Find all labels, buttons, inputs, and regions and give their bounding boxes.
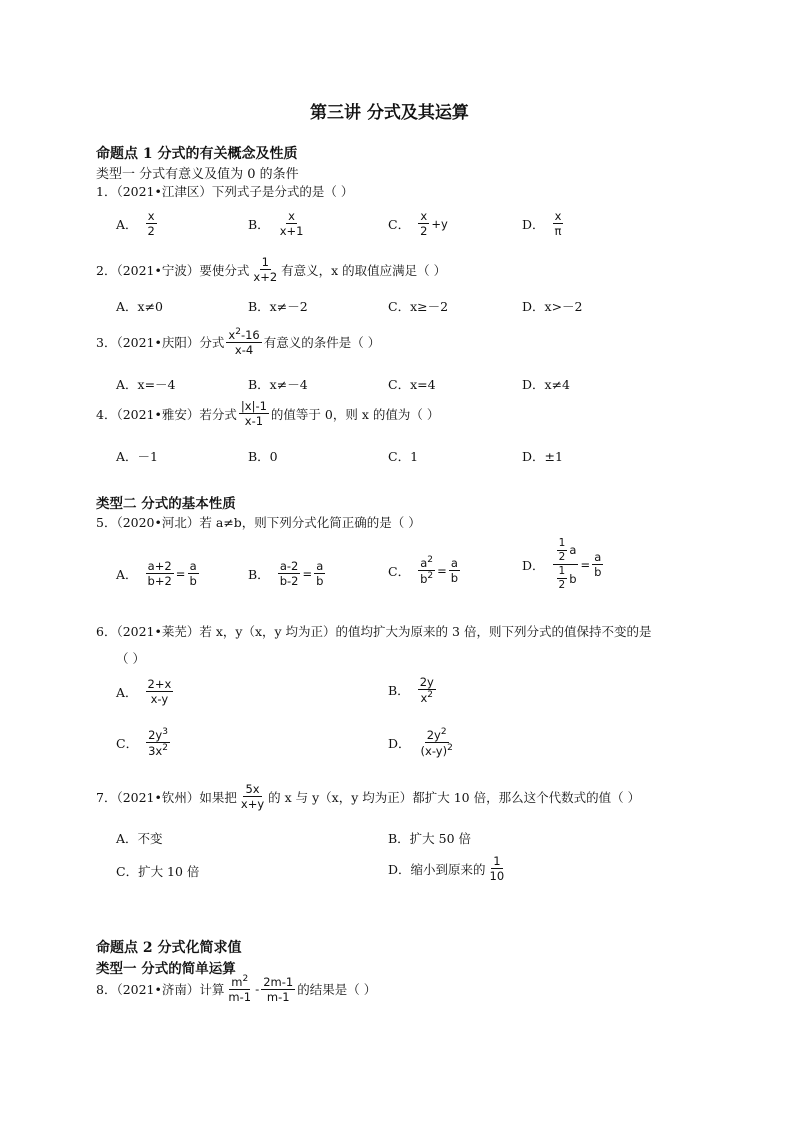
q5-option-b[interactable] xyxy=(248,560,327,587)
math-text: = xyxy=(437,563,447,578)
math-text: 有意义，x 的取值应满足（ ） xyxy=(281,262,447,278)
math-text: x xyxy=(420,691,428,706)
math-text: 5x xyxy=(245,782,260,796)
q4-option-a[interactable]: A．－1 xyxy=(116,449,158,464)
question-3-stem xyxy=(96,328,380,356)
math-text: m-1 xyxy=(228,990,252,1005)
math-text: a xyxy=(569,543,577,558)
fraction xyxy=(146,560,174,587)
q2-option-a[interactable]: A．x≠0 xyxy=(116,299,164,314)
math-text: 2 xyxy=(558,551,566,564)
math-text: 1 xyxy=(493,854,501,868)
math-text: 2y xyxy=(419,675,434,689)
question-5-stem: 5．（2020•河北）若 a≠b，则下列分式化简正确的是（ ） xyxy=(96,515,421,530)
q2-option-d[interactable]: D．x>－2 xyxy=(522,299,583,314)
math-text: x xyxy=(228,328,236,342)
math-text: 2 xyxy=(242,974,249,984)
fraction xyxy=(553,210,564,237)
math-text: 2 xyxy=(147,224,155,239)
math-text: a-2 xyxy=(279,559,299,573)
math-text: b xyxy=(569,571,577,586)
math-text: 2y xyxy=(426,728,441,742)
math-text: 的结果是（ ） xyxy=(297,982,377,998)
math-text: x-4 xyxy=(234,343,254,358)
q5-option-c[interactable] xyxy=(388,556,462,585)
fraction xyxy=(488,855,507,882)
question-7-stem xyxy=(96,783,640,810)
question-2-stem xyxy=(96,256,446,283)
fraction xyxy=(239,400,269,427)
question-1-stem: 1．（2021•江津区）下列式子是分式的是（ ） xyxy=(96,184,354,199)
math-text: |x|-1 xyxy=(240,399,267,413)
option-label: C． xyxy=(388,216,411,232)
math-text: x xyxy=(420,209,428,223)
math-text: = xyxy=(302,566,313,581)
math-text: a xyxy=(316,559,324,573)
math-text: 的 x 与 y（x，y 均为正）都扩大 10 倍，那么这个代数式的值（ ） xyxy=(268,789,641,805)
math-text: 2 xyxy=(447,743,453,754)
fraction xyxy=(146,728,170,757)
math-text: 2 xyxy=(235,327,241,337)
type-heading-1-1: 类型一 分式有意义及值为 0 的条件 xyxy=(96,167,299,182)
section-heading-1: 命题点 1 分式的有关概念及性质 xyxy=(96,146,298,162)
q1-option-a[interactable] xyxy=(116,210,159,237)
math-text: 3．（2021•庆阳）分式 xyxy=(96,335,225,351)
fraction xyxy=(187,560,198,587)
math-text: a xyxy=(420,556,428,570)
math-text: x xyxy=(147,209,155,223)
fraction xyxy=(146,678,174,705)
math-text: b xyxy=(450,571,459,586)
math-text: 2 xyxy=(558,579,566,592)
q1-option-b[interactable] xyxy=(248,210,307,237)
q5-option-d[interactable] xyxy=(522,538,605,591)
math-text: 的值等于 0，则 x 的值为（ ） xyxy=(270,406,440,422)
fraction xyxy=(449,557,460,584)
fraction xyxy=(226,328,261,356)
math-text: x-y xyxy=(150,692,169,707)
option-label: B． xyxy=(248,566,270,582)
math-text: 有意义的条件是（ ） xyxy=(263,335,381,351)
q3-option-a[interactable]: A．x=－4 xyxy=(116,377,176,392)
option-label: D． xyxy=(522,216,545,232)
q4-option-b[interactable]: B．0 xyxy=(248,449,278,464)
q5-option-a[interactable] xyxy=(116,560,201,587)
option-label: A． xyxy=(116,566,138,582)
q4-option-c[interactable]: C．1 xyxy=(388,449,419,464)
fraction xyxy=(418,210,429,237)
q1-option-d[interactable] xyxy=(522,210,565,237)
math-text: 1 xyxy=(261,255,269,269)
q6-option-a[interactable] xyxy=(116,678,175,705)
math-text: a xyxy=(189,559,197,573)
math-text: - xyxy=(255,982,260,997)
type-heading-2-1: 类型一 分式的简单运算 xyxy=(96,961,236,977)
math-text: a+2 xyxy=(147,559,172,573)
math-text: (x-y) xyxy=(420,744,448,759)
math-text: 2 xyxy=(162,743,168,754)
math-text: 8．（2021•济南）计算 xyxy=(96,982,225,998)
math-text: = xyxy=(580,557,591,572)
fraction xyxy=(261,976,295,1003)
q6-option-b[interactable] xyxy=(388,676,438,704)
math-text: 4．（2021•雅安）若分式 xyxy=(96,406,237,422)
q7-option-b[interactable]: B．扩大 50 倍 xyxy=(388,831,472,846)
math-text: b xyxy=(189,574,197,589)
math-text: 2 xyxy=(427,555,433,565)
q2-option-b[interactable]: B．x≠－2 xyxy=(248,299,308,314)
q6-option-d[interactable] xyxy=(388,728,457,757)
math-text: +y xyxy=(431,216,448,231)
math-text: 2 xyxy=(440,727,447,737)
math-text: x-1 xyxy=(244,414,264,429)
fraction xyxy=(146,210,157,237)
section-heading-2: 命题点 2 分式化简求值 xyxy=(96,940,242,956)
math-text: b xyxy=(316,574,324,589)
math-text: 1 xyxy=(557,538,568,551)
math-text: a xyxy=(450,556,458,570)
q3-option-c[interactable]: C．x=4 xyxy=(388,377,436,392)
question-6-paren: （ ） xyxy=(116,651,145,666)
q7-option-a[interactable]: A．不变 xyxy=(116,831,163,846)
q6-option-c[interactable] xyxy=(116,728,172,757)
math-text: D．缩小到原来的 xyxy=(388,861,486,877)
complex-fraction xyxy=(553,538,579,591)
math-text: 3 xyxy=(162,727,168,737)
math-text: m-1 xyxy=(266,989,290,1004)
math-text: b xyxy=(594,565,602,580)
math-text: 2．（2021•宁波）要使分式 xyxy=(96,262,250,278)
option-label: D． xyxy=(522,557,545,573)
math-text: 7．（2021•钦州）如果把 xyxy=(96,789,237,805)
math-text: m xyxy=(231,975,243,989)
fraction xyxy=(418,556,435,585)
option-label: A． xyxy=(116,684,138,700)
q3-option-d[interactable]: D．x≠4 xyxy=(522,377,570,392)
fraction xyxy=(418,676,436,704)
question-8-stem xyxy=(96,975,376,1003)
math-text: a xyxy=(594,549,602,564)
math-text: 2 xyxy=(427,571,434,582)
page-title: 第三讲 分式及其运算 xyxy=(310,103,469,123)
question-4-stem xyxy=(96,400,439,427)
math-text: -16 xyxy=(240,328,260,342)
q7-option-d[interactable] xyxy=(388,855,508,882)
fraction xyxy=(278,210,306,237)
math-text: 2m-1 xyxy=(263,974,294,989)
option-label: A． xyxy=(116,216,138,232)
option-label: B． xyxy=(388,683,410,699)
fraction xyxy=(419,728,455,757)
math-text: b+2 xyxy=(147,574,172,589)
math-text: 10 xyxy=(489,869,505,884)
math-text: 2 xyxy=(427,690,434,701)
option-label: B． xyxy=(248,216,270,232)
fraction xyxy=(278,560,301,587)
q7-option-c[interactable]: C．扩大 10 倍 xyxy=(116,864,200,879)
math-text: 2+x xyxy=(147,677,172,691)
q3-option-b[interactable]: B．x≠－4 xyxy=(248,377,308,392)
fraction xyxy=(592,551,603,578)
math-text: = xyxy=(175,566,186,581)
q4-option-d[interactable]: D．±1 xyxy=(522,449,563,464)
q2-option-c[interactable]: C．x≥－2 xyxy=(388,299,449,314)
math-text: 2 xyxy=(420,224,428,239)
math-text: b xyxy=(420,572,428,587)
math-text: x xyxy=(288,209,295,223)
fraction xyxy=(226,975,253,1003)
type-heading-1-2: 类型二 分式的基本性质 xyxy=(96,496,236,512)
option-label: C． xyxy=(388,563,411,579)
fraction xyxy=(251,256,279,283)
math-text: b-2 xyxy=(279,574,299,589)
math-text: x+y xyxy=(240,797,265,812)
math-text: π xyxy=(554,224,562,239)
question-6-stem: 6．（2021•莱芜）若 x，y（x，y 均为正）的值均扩大为原来的 3 倍，则下列分式的值保持不变的是 xyxy=(96,624,652,639)
q1-option-c[interactable] xyxy=(388,210,448,237)
math-text: 3x xyxy=(148,744,163,759)
math-text: x+2 xyxy=(253,270,278,285)
math-text: 2y xyxy=(148,728,163,742)
option-label: D． xyxy=(388,735,411,751)
fraction xyxy=(314,560,325,587)
option-label: C． xyxy=(116,735,139,751)
math-text: x xyxy=(554,209,562,223)
math-text: x+1 xyxy=(279,224,304,239)
fraction xyxy=(239,783,266,810)
math-text: 1 xyxy=(557,566,568,579)
